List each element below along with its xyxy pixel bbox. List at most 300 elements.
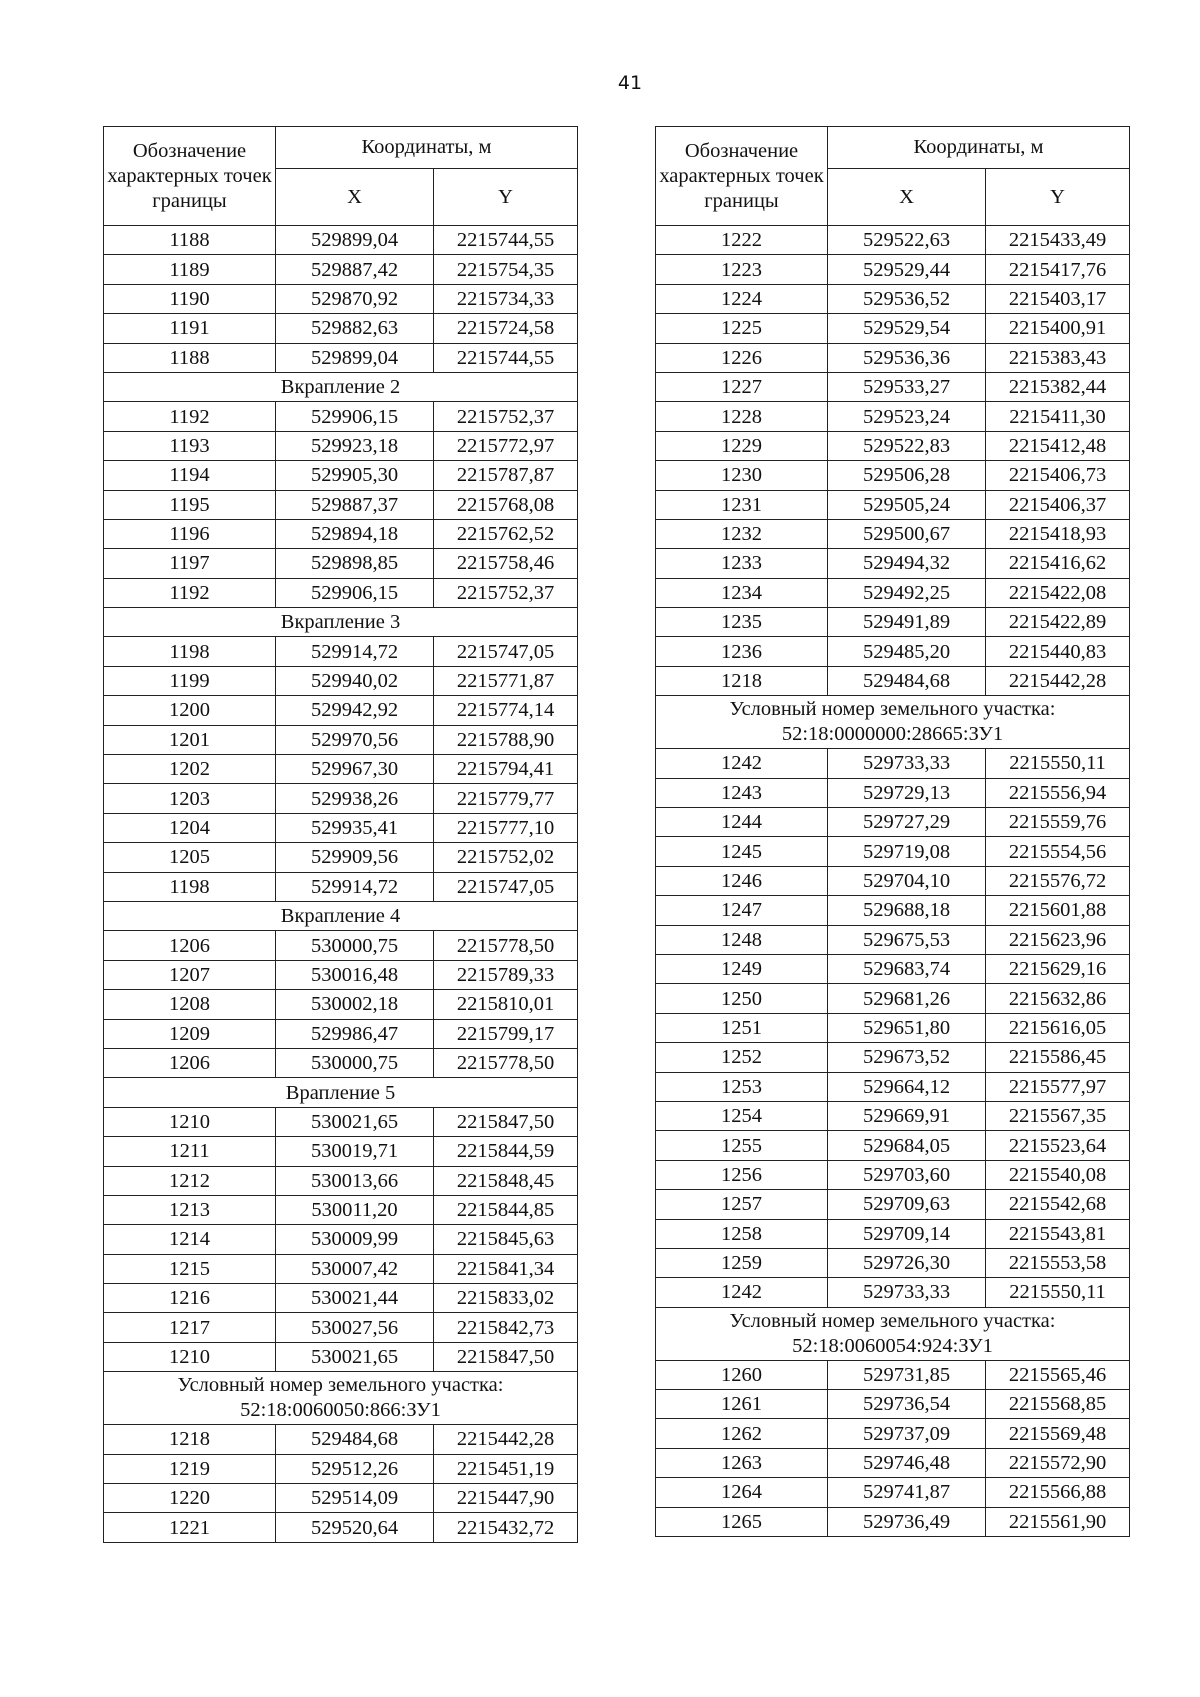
y-coordinate-cell: 2215844,85 bbox=[434, 1195, 578, 1224]
y-coordinate-cell: 2215554,56 bbox=[986, 837, 1130, 866]
table-row bbox=[104, 402, 578, 431]
x-coordinate-cell: 529736,54 bbox=[828, 1390, 986, 1419]
x-coordinate-cell: 529733,33 bbox=[828, 1278, 986, 1307]
x-coordinate-cell: 529906,15 bbox=[276, 578, 434, 607]
point-id-cell: 1253 bbox=[656, 1072, 828, 1101]
table-row bbox=[104, 725, 578, 754]
table-row bbox=[104, 519, 578, 548]
y-coordinate-cell: 2215567,35 bbox=[986, 1101, 1130, 1130]
y-coordinate-cell: 2215747,05 bbox=[434, 872, 578, 901]
table-row bbox=[656, 490, 1130, 519]
table-row bbox=[656, 1419, 1130, 1448]
x-coordinate-cell: 529520,64 bbox=[276, 1513, 434, 1542]
y-coordinate-cell: 2215542,68 bbox=[986, 1190, 1130, 1219]
point-id-cell: 1242 bbox=[656, 1278, 828, 1307]
x-coordinate-cell: 529688,18 bbox=[828, 896, 986, 925]
table-row bbox=[656, 1507, 1130, 1536]
y-column-header: Y bbox=[986, 169, 1130, 226]
table-row bbox=[104, 578, 578, 607]
point-id-cell: 1259 bbox=[656, 1248, 828, 1277]
y-coordinate-cell: 2215561,90 bbox=[986, 1507, 1130, 1536]
section-title bbox=[656, 1307, 1130, 1360]
x-coordinate-cell: 529669,91 bbox=[828, 1101, 986, 1130]
point-id-cell: 1214 bbox=[104, 1225, 276, 1254]
x-coordinate-cell: 529733,33 bbox=[828, 749, 986, 778]
x-coordinate-cell: 529514,09 bbox=[276, 1484, 434, 1513]
coordinates-table-left bbox=[103, 126, 578, 1543]
x-coordinate-cell: 530021,65 bbox=[276, 1342, 434, 1371]
table-row bbox=[656, 808, 1130, 837]
x-coordinate-cell: 529500,67 bbox=[828, 519, 986, 548]
table-row bbox=[656, 1101, 1130, 1130]
x-coordinate-cell: 529523,24 bbox=[828, 402, 986, 431]
x-coordinate-cell: 529986,47 bbox=[276, 1019, 434, 1048]
table-row bbox=[104, 314, 578, 343]
y-coordinate-cell: 2215411,30 bbox=[986, 402, 1130, 431]
x-coordinate-cell: 529704,10 bbox=[828, 866, 986, 895]
table-row bbox=[656, 255, 1130, 284]
table-row bbox=[656, 666, 1130, 695]
point-id-cell: 1248 bbox=[656, 925, 828, 954]
point-id-cell: 1227 bbox=[656, 372, 828, 401]
point-id-cell: 1206 bbox=[104, 931, 276, 960]
point-id-cell: 1217 bbox=[104, 1313, 276, 1342]
point-id-cell: 1220 bbox=[104, 1484, 276, 1513]
y-coordinate-cell: 2215572,90 bbox=[986, 1448, 1130, 1477]
point-id-cell: 1206 bbox=[104, 1048, 276, 1077]
y-coordinate-cell: 2215762,52 bbox=[434, 519, 578, 548]
point-id-cell: 1250 bbox=[656, 984, 828, 1013]
point-id-cell: 1247 bbox=[656, 896, 828, 925]
point-id-cell: 1188 bbox=[104, 226, 276, 255]
point-id-cell: 1192 bbox=[104, 578, 276, 607]
table-row bbox=[656, 1219, 1130, 1248]
table-row bbox=[656, 837, 1130, 866]
table-row bbox=[104, 696, 578, 725]
y-coordinate-cell: 2215422,89 bbox=[986, 608, 1130, 637]
y-coordinate-cell: 2215442,28 bbox=[434, 1425, 578, 1454]
x-coordinate-cell: 530021,44 bbox=[276, 1284, 434, 1313]
point-id-cell: 1260 bbox=[656, 1360, 828, 1389]
table-row bbox=[104, 931, 578, 960]
y-coordinate-cell: 2215789,33 bbox=[434, 960, 578, 989]
y-coordinate-cell: 2215418,93 bbox=[986, 519, 1130, 548]
table-row bbox=[104, 1425, 578, 1454]
point-id-cell: 1225 bbox=[656, 314, 828, 343]
x-coordinate-cell: 530013,66 bbox=[276, 1166, 434, 1195]
y-coordinate-cell: 2215417,76 bbox=[986, 255, 1130, 284]
section-title bbox=[104, 608, 578, 637]
y-coordinate-cell: 2215778,50 bbox=[434, 1048, 578, 1077]
table-row bbox=[104, 1513, 578, 1542]
x-coordinate-cell: 529709,63 bbox=[828, 1190, 986, 1219]
table-row bbox=[656, 1478, 1130, 1507]
coordinates-column-header: Координаты, м bbox=[828, 127, 1130, 169]
point-id-cell: 1210 bbox=[104, 1342, 276, 1371]
x-coordinate-cell: 529719,08 bbox=[828, 837, 986, 866]
y-coordinate-cell: 2215799,17 bbox=[434, 1019, 578, 1048]
table-row bbox=[656, 749, 1130, 778]
point-id-cell: 1211 bbox=[104, 1137, 276, 1166]
y-coordinate-cell: 2215845,63 bbox=[434, 1225, 578, 1254]
table-row bbox=[104, 960, 578, 989]
table-row bbox=[656, 519, 1130, 548]
point-id-cell: 1258 bbox=[656, 1219, 828, 1248]
table-row bbox=[656, 637, 1130, 666]
point-id-cell: 1219 bbox=[104, 1454, 276, 1483]
y-coordinate-cell: 2215383,43 bbox=[986, 343, 1130, 372]
y-coordinate-cell: 2215540,08 bbox=[986, 1160, 1130, 1189]
point-id-cell: 1207 bbox=[104, 960, 276, 989]
table-row bbox=[656, 1072, 1130, 1101]
point-id-cell: 1203 bbox=[104, 784, 276, 813]
x-coordinate-cell: 530027,56 bbox=[276, 1313, 434, 1342]
point-id-cell: 1226 bbox=[656, 343, 828, 372]
point-id-cell: 1263 bbox=[656, 1448, 828, 1477]
table-row bbox=[104, 549, 578, 578]
y-coordinate-cell: 2215794,41 bbox=[434, 755, 578, 784]
x-coordinate-cell: 529737,09 bbox=[828, 1419, 986, 1448]
x-coordinate-cell: 529709,14 bbox=[828, 1219, 986, 1248]
table-header bbox=[104, 127, 578, 226]
table-row bbox=[104, 1137, 578, 1166]
point-id-cell: 1230 bbox=[656, 461, 828, 490]
x-coordinate-cell: 529726,30 bbox=[828, 1248, 986, 1277]
x-coordinate-cell: 529675,53 bbox=[828, 925, 986, 954]
point-id-cell: 1202 bbox=[104, 755, 276, 784]
point-id-cell: 1264 bbox=[656, 1478, 828, 1507]
y-coordinate-cell: 2215771,87 bbox=[434, 666, 578, 695]
y-coordinate-cell: 2215543,81 bbox=[986, 1219, 1130, 1248]
table-row bbox=[104, 1166, 578, 1195]
y-coordinate-cell: 2215842,73 bbox=[434, 1313, 578, 1342]
point-id-cell: 1231 bbox=[656, 490, 828, 519]
x-coordinate-cell: 529491,89 bbox=[828, 608, 986, 637]
point-id-cell: 1188 bbox=[104, 343, 276, 372]
x-coordinate-cell: 529940,02 bbox=[276, 666, 434, 695]
x-coordinate-cell: 529536,52 bbox=[828, 284, 986, 313]
y-coordinate-cell: 2215382,44 bbox=[986, 372, 1130, 401]
x-coordinate-cell: 530021,65 bbox=[276, 1107, 434, 1136]
point-id-cell: 1199 bbox=[104, 666, 276, 695]
y-coordinate-cell: 2215752,02 bbox=[434, 843, 578, 872]
x-coordinate-cell: 529906,15 bbox=[276, 402, 434, 431]
x-coordinate-cell: 529492,25 bbox=[828, 578, 986, 607]
table-row bbox=[104, 343, 578, 372]
x-coordinate-cell: 529942,92 bbox=[276, 696, 434, 725]
x-coordinate-cell: 529970,56 bbox=[276, 725, 434, 754]
x-coordinate-cell: 529522,83 bbox=[828, 431, 986, 460]
point-id-cell: 1242 bbox=[656, 749, 828, 778]
point-id-cell: 1251 bbox=[656, 1013, 828, 1042]
x-coordinate-cell: 529729,13 bbox=[828, 778, 986, 807]
x-coordinate-cell: 529899,04 bbox=[276, 226, 434, 255]
x-coordinate-cell: 529536,36 bbox=[828, 343, 986, 372]
y-coordinate-cell: 2215432,72 bbox=[434, 1513, 578, 1542]
y-coordinate-cell: 2215810,01 bbox=[434, 990, 578, 1019]
point-id-cell: 1218 bbox=[104, 1425, 276, 1454]
x-coordinate-cell: 530016,48 bbox=[276, 960, 434, 989]
point-id-cell: 1218 bbox=[656, 666, 828, 695]
section-row bbox=[104, 372, 578, 401]
coordinates-column-header: Координаты, м bbox=[276, 127, 578, 169]
table-header bbox=[656, 127, 1130, 226]
y-coordinate-cell: 2215566,88 bbox=[986, 1478, 1130, 1507]
y-coordinate-cell: 2215787,87 bbox=[434, 461, 578, 490]
y-coordinate-cell: 2215844,59 bbox=[434, 1137, 578, 1166]
x-coordinate-cell: 529529,54 bbox=[828, 314, 986, 343]
y-coordinate-cell: 2215774,14 bbox=[434, 696, 578, 725]
point-id-cell: 1223 bbox=[656, 255, 828, 284]
x-column-header: X bbox=[828, 169, 986, 226]
table-row bbox=[104, 1107, 578, 1136]
x-coordinate-cell: 529899,04 bbox=[276, 343, 434, 372]
x-coordinate-cell: 529494,32 bbox=[828, 549, 986, 578]
page-number: 41 bbox=[617, 72, 643, 94]
table-row bbox=[104, 872, 578, 901]
table-row bbox=[656, 549, 1130, 578]
table-row bbox=[656, 578, 1130, 607]
table-row bbox=[104, 431, 578, 460]
x-coordinate-cell: 529887,37 bbox=[276, 490, 434, 519]
table-row bbox=[656, 1360, 1130, 1389]
point-id-cell: 1193 bbox=[104, 431, 276, 460]
section-title-line: Условный номер земельного участка: bbox=[729, 1309, 1056, 1332]
point-id-cell: 1252 bbox=[656, 1043, 828, 1072]
point-id-cell: 1222 bbox=[656, 226, 828, 255]
table-row bbox=[656, 1160, 1130, 1189]
point-id-cell: 1215 bbox=[104, 1254, 276, 1283]
x-coordinate-cell: 529882,63 bbox=[276, 314, 434, 343]
x-coordinate-cell: 529914,72 bbox=[276, 872, 434, 901]
y-coordinate-cell: 2215406,37 bbox=[986, 490, 1130, 519]
point-id-cell: 1224 bbox=[656, 284, 828, 313]
y-coordinate-cell: 2215744,55 bbox=[434, 226, 578, 255]
point-id-cell: 1233 bbox=[656, 549, 828, 578]
y-coordinate-cell: 2215788,90 bbox=[434, 725, 578, 754]
y-coordinate-cell: 2215440,83 bbox=[986, 637, 1130, 666]
y-coordinate-cell: 2215752,37 bbox=[434, 578, 578, 607]
point-id-cell: 1245 bbox=[656, 837, 828, 866]
point-id-cell: 1197 bbox=[104, 549, 276, 578]
x-coordinate-cell: 529938,26 bbox=[276, 784, 434, 813]
x-coordinate-cell: 529746,48 bbox=[828, 1448, 986, 1477]
point-id-cell: 1195 bbox=[104, 490, 276, 519]
point-id-cell: 1229 bbox=[656, 431, 828, 460]
y-coordinate-cell: 2215841,34 bbox=[434, 1254, 578, 1283]
y-coordinate-cell: 2215623,96 bbox=[986, 925, 1130, 954]
point-id-cell: 1205 bbox=[104, 843, 276, 872]
table-row bbox=[104, 1195, 578, 1224]
section-title bbox=[104, 1078, 578, 1107]
x-coordinate-cell: 530007,42 bbox=[276, 1254, 434, 1283]
y-coordinate-cell: 2215550,11 bbox=[986, 749, 1130, 778]
y-coordinate-cell: 2215847,50 bbox=[434, 1107, 578, 1136]
section-row bbox=[104, 608, 578, 637]
point-id-cell: 1200 bbox=[104, 696, 276, 725]
y-coordinate-cell: 2215568,85 bbox=[986, 1390, 1130, 1419]
table-row bbox=[656, 984, 1130, 1013]
x-coordinate-cell: 529664,12 bbox=[828, 1072, 986, 1101]
table-row bbox=[656, 284, 1130, 313]
table-row bbox=[656, 1190, 1130, 1219]
section-row bbox=[656, 1307, 1130, 1360]
table-row bbox=[656, 431, 1130, 460]
table-row bbox=[656, 402, 1130, 431]
section-title-line: Врапление 5 bbox=[285, 1081, 396, 1104]
y-coordinate-cell: 2215556,94 bbox=[986, 778, 1130, 807]
point-id-cell: 1243 bbox=[656, 778, 828, 807]
table-row bbox=[104, 813, 578, 842]
table-row bbox=[656, 226, 1130, 255]
point-id-cell: 1198 bbox=[104, 637, 276, 666]
points-column-header: Обозначение характерных точек границы bbox=[656, 127, 828, 226]
point-id-cell: 1246 bbox=[656, 866, 828, 895]
point-id-cell: 1256 bbox=[656, 1160, 828, 1189]
point-id-cell: 1235 bbox=[656, 608, 828, 637]
point-id-cell: 1221 bbox=[104, 1513, 276, 1542]
x-coordinate-cell: 529533,27 bbox=[828, 372, 986, 401]
point-id-cell: 1196 bbox=[104, 519, 276, 548]
x-coordinate-cell: 529887,42 bbox=[276, 255, 434, 284]
y-coordinate-cell: 2215777,10 bbox=[434, 813, 578, 842]
x-coordinate-cell: 529909,56 bbox=[276, 843, 434, 872]
point-id-cell: 1213 bbox=[104, 1195, 276, 1224]
x-coordinate-cell: 529731,85 bbox=[828, 1360, 986, 1389]
coordinates-table-right bbox=[655, 126, 1130, 1537]
x-coordinate-cell: 529484,68 bbox=[828, 666, 986, 695]
point-id-cell: 1254 bbox=[656, 1101, 828, 1130]
section-title-line: 52:18:0060050:866:ЗУ1 bbox=[240, 1399, 441, 1422]
point-id-cell: 1257 bbox=[656, 1190, 828, 1219]
table-row bbox=[104, 1284, 578, 1313]
table-row bbox=[104, 1484, 578, 1513]
table-row bbox=[104, 755, 578, 784]
table-row bbox=[656, 1448, 1130, 1477]
table-row bbox=[104, 843, 578, 872]
table-row bbox=[104, 255, 578, 284]
point-id-cell: 1209 bbox=[104, 1019, 276, 1048]
y-coordinate-cell: 2215772,97 bbox=[434, 431, 578, 460]
x-coordinate-cell: 530011,20 bbox=[276, 1195, 434, 1224]
table-row bbox=[104, 1313, 578, 1342]
points-column-header: Обозначение характерных точек границы bbox=[104, 127, 276, 226]
table-row bbox=[656, 1390, 1130, 1419]
table-row bbox=[104, 226, 578, 255]
table-row bbox=[104, 1454, 578, 1483]
section-title bbox=[104, 372, 578, 401]
table-row bbox=[656, 1013, 1130, 1042]
point-id-cell: 1198 bbox=[104, 872, 276, 901]
point-id-cell: 1265 bbox=[656, 1507, 828, 1536]
y-coordinate-cell: 2215847,50 bbox=[434, 1342, 578, 1371]
y-coordinate-cell: 2215569,48 bbox=[986, 1419, 1130, 1448]
table-row bbox=[104, 1254, 578, 1283]
table-row bbox=[104, 784, 578, 813]
section-title-line: Вкрапление 4 bbox=[280, 905, 401, 928]
table-row bbox=[104, 990, 578, 1019]
y-coordinate-cell: 2215559,76 bbox=[986, 808, 1130, 837]
x-coordinate-cell: 529505,24 bbox=[828, 490, 986, 519]
point-id-cell: 1189 bbox=[104, 255, 276, 284]
x-coordinate-cell: 530009,99 bbox=[276, 1225, 434, 1254]
x-coordinate-cell: 529484,68 bbox=[276, 1425, 434, 1454]
x-coordinate-cell: 529485,20 bbox=[828, 637, 986, 666]
x-column-header: X bbox=[276, 169, 434, 226]
table-row bbox=[104, 284, 578, 313]
y-coordinate-cell: 2215447,90 bbox=[434, 1484, 578, 1513]
table-row bbox=[656, 1248, 1130, 1277]
table-row bbox=[104, 666, 578, 695]
point-id-cell: 1236 bbox=[656, 637, 828, 666]
y-coordinate-cell: 2215758,46 bbox=[434, 549, 578, 578]
y-coordinate-cell: 2215400,91 bbox=[986, 314, 1130, 343]
y-coordinate-cell: 2215734,33 bbox=[434, 284, 578, 313]
x-coordinate-cell: 529967,30 bbox=[276, 755, 434, 784]
section-title-line: Вкрапление 3 bbox=[280, 611, 401, 634]
y-coordinate-cell: 2215442,28 bbox=[986, 666, 1130, 695]
x-coordinate-cell: 530000,75 bbox=[276, 1048, 434, 1077]
y-coordinate-cell: 2215451,19 bbox=[434, 1454, 578, 1483]
x-coordinate-cell: 530019,71 bbox=[276, 1137, 434, 1166]
y-column-header: Y bbox=[434, 169, 578, 226]
x-coordinate-cell: 529870,92 bbox=[276, 284, 434, 313]
point-id-cell: 1216 bbox=[104, 1284, 276, 1313]
point-id-cell: 1261 bbox=[656, 1390, 828, 1419]
point-id-cell: 1262 bbox=[656, 1419, 828, 1448]
x-coordinate-cell: 529529,44 bbox=[828, 255, 986, 284]
table-row bbox=[656, 896, 1130, 925]
y-coordinate-cell: 2215601,88 bbox=[986, 896, 1130, 925]
section-title bbox=[104, 901, 578, 930]
x-coordinate-cell: 529651,80 bbox=[828, 1013, 986, 1042]
y-coordinate-cell: 2215550,11 bbox=[986, 1278, 1130, 1307]
y-coordinate-cell: 2215576,72 bbox=[986, 866, 1130, 895]
point-id-cell: 1204 bbox=[104, 813, 276, 842]
table-row bbox=[104, 1048, 578, 1077]
table-row bbox=[656, 608, 1130, 637]
section-row bbox=[104, 901, 578, 930]
table-row bbox=[656, 954, 1130, 983]
point-id-cell: 1201 bbox=[104, 725, 276, 754]
x-coordinate-cell: 529684,05 bbox=[828, 1131, 986, 1160]
x-coordinate-cell: 530000,75 bbox=[276, 931, 434, 960]
point-id-cell: 1244 bbox=[656, 808, 828, 837]
table-row bbox=[104, 637, 578, 666]
y-coordinate-cell: 2215406,73 bbox=[986, 461, 1130, 490]
x-coordinate-cell: 529506,28 bbox=[828, 461, 986, 490]
section-title-line: Вкрапление 2 bbox=[280, 376, 401, 399]
section-row bbox=[104, 1372, 578, 1425]
point-id-cell: 1249 bbox=[656, 954, 828, 983]
y-coordinate-cell: 2215752,37 bbox=[434, 402, 578, 431]
table-row bbox=[656, 1131, 1130, 1160]
table-row bbox=[656, 461, 1130, 490]
point-id-cell: 1212 bbox=[104, 1166, 276, 1195]
point-id-cell: 1192 bbox=[104, 402, 276, 431]
section-title-line: Условный номер земельного участка: bbox=[177, 1374, 504, 1397]
section-title bbox=[104, 1372, 578, 1425]
y-coordinate-cell: 2215778,50 bbox=[434, 931, 578, 960]
table-row bbox=[104, 490, 578, 519]
y-coordinate-cell: 2215422,08 bbox=[986, 578, 1130, 607]
section-row bbox=[656, 696, 1130, 749]
y-coordinate-cell: 2215779,77 bbox=[434, 784, 578, 813]
y-coordinate-cell: 2215523,64 bbox=[986, 1131, 1130, 1160]
table-row bbox=[656, 372, 1130, 401]
table-row bbox=[104, 1019, 578, 1048]
x-coordinate-cell: 529741,87 bbox=[828, 1478, 986, 1507]
